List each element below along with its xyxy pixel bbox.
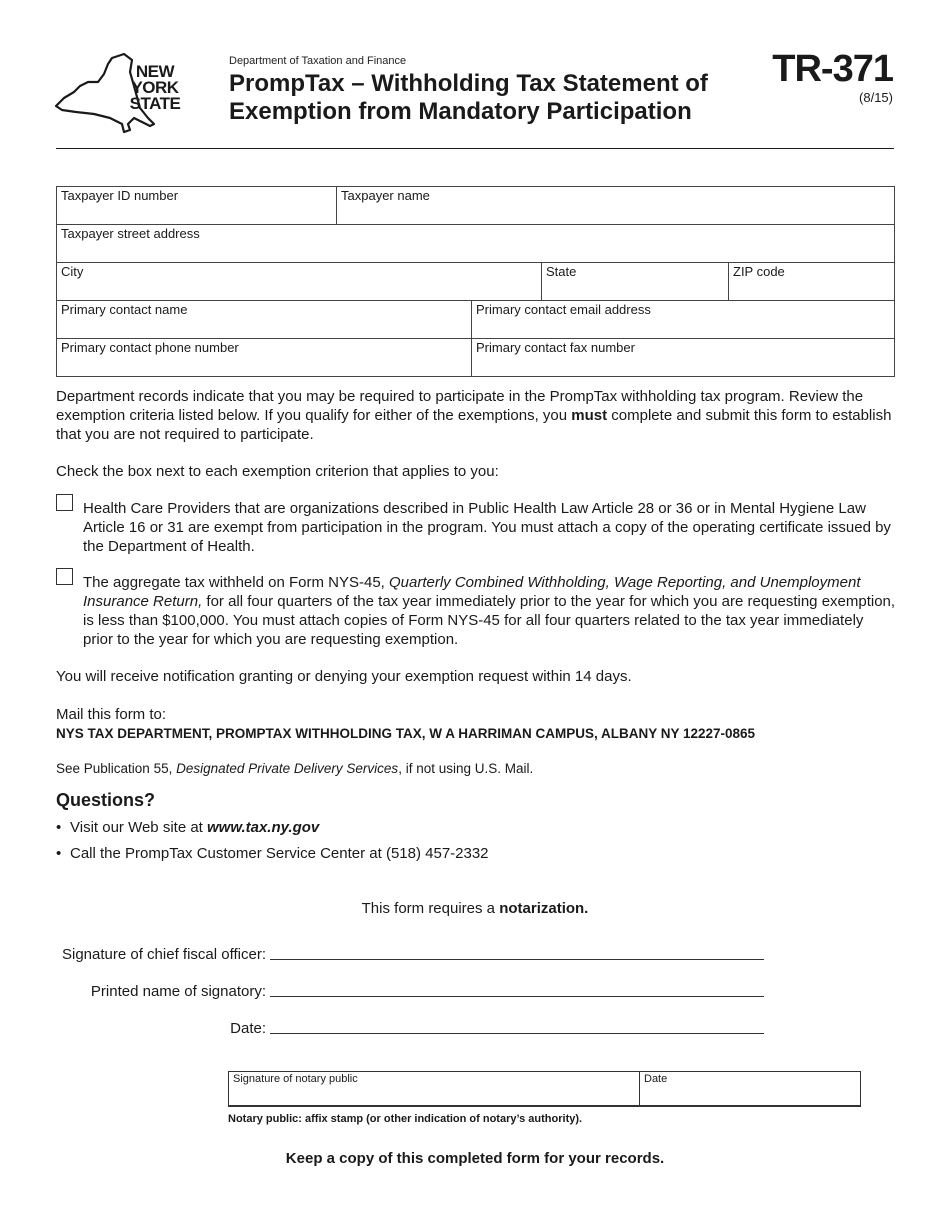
check-instruction: Check the box next to each exemption criterion that applies to you: bbox=[56, 463, 499, 480]
health-care-text: Health Care Providers that are organizations described in Public Health Law Article 28 or 36 or in Mental Hygiene Law Article 16 or 31 are exempt from participation in the program. You must attach a copy of the operating certificate issued by the Department of Health. bbox=[83, 500, 891, 555]
nys-logo bbox=[54, 52, 184, 134]
contact-phone-field[interactable]: Primary contact phone number bbox=[61, 340, 239, 355]
header-divider bbox=[56, 148, 894, 149]
printed-name-label: Printed name of signatory: bbox=[90, 983, 266, 1000]
aggregate-tax-text: The aggregate tax withheld on Form NYS-45, Quarterly Combined Withholding, Wage Reporting, and Unemployment Insurance Return, for all four quarters of the tax year immediately prior to the year for which you are requesting exemption, is less than $100,000. You must attach copies of Form NYS-45 for all four quarters related to the tax year immediately prior to the year for which you are requesting exemption. bbox=[83, 574, 896, 648]
chief-officer-signature-line[interactable] bbox=[270, 959, 764, 960]
department-name: Department of Taxation and Finance bbox=[229, 55, 407, 67]
notary-date-field[interactable]: Date bbox=[639, 1072, 860, 1105]
health-care-checkbox[interactable] bbox=[56, 494, 73, 511]
form-title: PrompTax – Withholding Tax Statement of Exemption from Mandatory Participation bbox=[229, 70, 708, 125]
footer-note: Keep a copy of this completed form for your records. bbox=[285, 1150, 665, 1167]
taxpayer-name-field[interactable]: Taxpayer name bbox=[336, 187, 894, 224]
taxpayer-info-grid bbox=[56, 186, 895, 377]
form-revision: (8/15) bbox=[859, 90, 893, 105]
printed-name-line[interactable] bbox=[270, 996, 764, 997]
city-field[interactable]: City bbox=[61, 264, 84, 279]
notification-text: You will receive notification granting or denying your exemption request within 14 days. bbox=[56, 668, 632, 685]
website-link[interactable]: www.tax.ny.gov bbox=[207, 819, 320, 836]
contact-name-field[interactable]: Primary contact name bbox=[61, 302, 188, 317]
questions-heading: Questions? bbox=[56, 790, 156, 810]
notarization-note: This form requires a notarization. bbox=[361, 900, 589, 917]
publication-note: See Publication 55, Designated Private Delivery Services, if not using U.S. Mail. bbox=[56, 761, 534, 776]
date-line[interactable] bbox=[270, 1033, 764, 1034]
state-field[interactable]: State bbox=[541, 263, 728, 300]
aggregate-tax-checkbox[interactable] bbox=[56, 568, 73, 585]
chief-officer-label: Signature of chief fiscal officer: bbox=[62, 946, 266, 963]
intro-paragraph: Department records indicate that you may be required to participate in the PrompTax withholding tax program. Review the exemption criteria listed below. If you qualify for either of the exemptions, you must complete and submit this form to establish that you are not required to participate. bbox=[56, 388, 892, 443]
form-number: TR-371 bbox=[772, 48, 893, 90]
contact-email-field[interactable]: Primary contact email address bbox=[471, 301, 894, 338]
mail-label: Mail this form to: bbox=[56, 706, 167, 723]
zip-field[interactable]: ZIP code bbox=[728, 263, 894, 300]
street-address-field[interactable]: Taxpayer street address bbox=[61, 226, 200, 241]
exemption-health-care bbox=[56, 499, 896, 556]
notary-note: Notary public: affix stamp (or other indication of notary’s authority). bbox=[228, 1113, 583, 1125]
logo-text: NEW YORK STATE bbox=[129, 62, 181, 113]
website-bullet: • Visit our Web site at www.tax.ny.gov bbox=[56, 819, 320, 836]
exemption-aggregate-tax bbox=[56, 573, 896, 649]
notary-signature-field[interactable]: Signature of notary public bbox=[233, 1073, 358, 1085]
contact-fax-field[interactable]: Primary contact fax number bbox=[471, 339, 894, 376]
phone-bullet: • Call the PrompTax Customer Service Center at (518) 457-2332 bbox=[56, 845, 489, 862]
date-label: Date: bbox=[230, 1020, 266, 1037]
mail-address: NYS TAX DEPARTMENT, PROMPTAX WITHHOLDING TAX, W A HARRIMAN CAMPUS, ALBANY NY 12227-0865 bbox=[56, 726, 756, 741]
notary-box bbox=[228, 1071, 861, 1107]
taxpayer-id-field[interactable]: Taxpayer ID number bbox=[61, 188, 179, 203]
